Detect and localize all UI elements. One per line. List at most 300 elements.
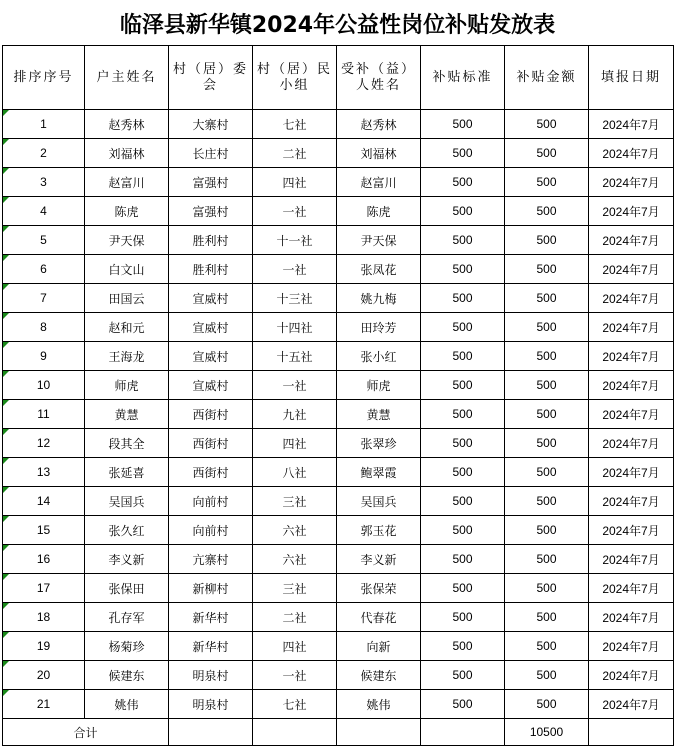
cell-serial[interactable]	[3, 487, 85, 516]
cell-group[interactable]	[253, 342, 337, 371]
cell-standard[interactable]	[421, 226, 505, 255]
text-number-indicator-icon	[3, 690, 9, 696]
cell-recipient-value: 赵富川	[360, 175, 397, 190]
total-label[interactable]: 合计	[3, 719, 169, 746]
cell-amount-value: 500	[536, 175, 557, 189]
cell-householder[interactable]	[85, 284, 169, 313]
text-number-indicator-icon	[3, 139, 9, 145]
cell-recipient[interactable]	[337, 284, 421, 313]
cell-householder[interactable]	[85, 632, 169, 661]
cell-standard[interactable]	[421, 284, 505, 313]
cell-serial[interactable]	[3, 197, 85, 226]
cell-serial-value: 21	[36, 697, 51, 711]
cell-date-value: 2024年7月	[602, 436, 660, 451]
cell-standard-value: 500	[452, 349, 473, 363]
cell-householder-value: 孔存军	[108, 610, 145, 625]
cell-date[interactable]	[589, 400, 674, 429]
text-number-indicator-icon	[3, 284, 9, 290]
total-empty-cell[interactable]	[421, 719, 505, 746]
cell-group-value: 一社	[282, 262, 307, 277]
cell-date[interactable]	[589, 139, 674, 168]
cell-standard-value: 500	[452, 523, 473, 537]
cell-serial[interactable]	[3, 516, 85, 545]
text-number-indicator-icon	[3, 603, 9, 609]
cell-date[interactable]	[589, 313, 674, 342]
cell-recipient-value: 陈虎	[366, 204, 391, 219]
cell-amount-value: 500	[536, 668, 557, 682]
cell-recipient[interactable]	[337, 545, 421, 574]
cell-householder[interactable]	[85, 661, 169, 690]
cell-householder-value: 张久红	[108, 523, 145, 538]
cell-serial[interactable]	[3, 226, 85, 255]
cell-group[interactable]	[253, 284, 337, 313]
cell-amount[interactable]	[505, 661, 589, 690]
cell-date[interactable]	[589, 545, 674, 574]
cell-group-value: 四社	[282, 175, 307, 190]
cell-householder-value: 赵富川	[108, 175, 145, 190]
cell-date[interactable]	[589, 168, 674, 197]
cell-group-value: 三社	[282, 581, 307, 596]
cell-amount-value: 500	[536, 117, 557, 131]
cell-standard[interactable]	[421, 632, 505, 661]
header-village[interactable]: 村（居）委会	[169, 46, 253, 110]
cell-date[interactable]	[589, 690, 674, 719]
cell-householder[interactable]	[85, 516, 169, 545]
cell-amount[interactable]	[505, 487, 589, 516]
cell-recipient[interactable]	[337, 603, 421, 632]
cell-amount-value: 500	[536, 204, 557, 218]
cell-group[interactable]	[253, 429, 337, 458]
cell-group[interactable]	[253, 545, 337, 574]
cell-group[interactable]	[253, 603, 337, 632]
cell-serial-value: 4	[40, 204, 47, 218]
cell-serial[interactable]	[3, 371, 85, 400]
table-row	[3, 284, 674, 313]
cell-standard[interactable]	[421, 342, 505, 371]
cell-village-value: 西街村	[192, 407, 229, 422]
header-serial[interactable]: 排序序号	[3, 46, 85, 110]
cell-serial[interactable]	[3, 632, 85, 661]
cell-amount[interactable]	[505, 284, 589, 313]
cell-village[interactable]	[169, 603, 253, 632]
cell-recipient[interactable]	[337, 197, 421, 226]
cell-standard-value: 500	[452, 233, 473, 247]
cell-householder[interactable]	[85, 603, 169, 632]
cell-village[interactable]	[169, 574, 253, 603]
table-row	[3, 110, 674, 139]
cell-standard[interactable]	[421, 371, 505, 400]
cell-standard-value: 500	[452, 291, 473, 305]
total-amount[interactable]: 10500	[505, 719, 589, 746]
cell-amount-value: 500	[536, 465, 557, 479]
cell-date[interactable]	[589, 197, 674, 226]
cell-group[interactable]	[253, 574, 337, 603]
cell-recipient-value: 吴国兵	[360, 494, 397, 509]
cell-amount[interactable]	[505, 603, 589, 632]
cell-standard[interactable]	[421, 400, 505, 429]
cell-serial-value: 2	[40, 146, 47, 160]
cell-group[interactable]	[253, 139, 337, 168]
cell-recipient[interactable]	[337, 139, 421, 168]
cell-householder-value: 姚伟	[114, 697, 139, 712]
cell-recipient[interactable]	[337, 110, 421, 139]
cell-group[interactable]	[253, 255, 337, 284]
cell-householder-value: 尹天保	[108, 233, 145, 248]
cell-recipient[interactable]	[337, 429, 421, 458]
cell-village[interactable]	[169, 255, 253, 284]
text-number-indicator-icon	[3, 110, 9, 116]
cell-village[interactable]	[169, 429, 253, 458]
cell-group[interactable]	[253, 632, 337, 661]
cell-village-value: 西街村	[192, 465, 229, 480]
cell-group[interactable]	[253, 197, 337, 226]
cell-recipient[interactable]	[337, 487, 421, 516]
cell-recipient-value: 赵秀林	[360, 117, 397, 132]
cell-group[interactable]	[253, 168, 337, 197]
cell-village-value: 宣威村	[192, 349, 229, 364]
cell-householder[interactable]	[85, 574, 169, 603]
cell-amount[interactable]	[505, 110, 589, 139]
cell-serial[interactable]	[3, 574, 85, 603]
cell-group-value: 八社	[282, 465, 307, 480]
cell-standard-value: 500	[452, 697, 473, 711]
cell-householder-value: 白文山	[108, 262, 145, 277]
cell-serial[interactable]	[3, 429, 85, 458]
cell-amount[interactable]	[505, 516, 589, 545]
cell-serial-value: 9	[40, 349, 47, 363]
cell-householder[interactable]	[85, 168, 169, 197]
cell-village-value: 明泉村	[192, 668, 229, 683]
cell-date-value: 2024年7月	[602, 117, 660, 132]
cell-amount[interactable]	[505, 632, 589, 661]
cell-date[interactable]	[589, 487, 674, 516]
cell-group-value: 十五社	[276, 349, 313, 364]
cell-village[interactable]	[169, 110, 253, 139]
cell-date-value: 2024年7月	[602, 349, 660, 364]
cell-village-value: 富强村	[192, 175, 229, 190]
header-date[interactable]: 填报日期	[589, 46, 674, 110]
cell-date[interactable]	[589, 661, 674, 690]
cell-recipient-value: 田玲芳	[360, 320, 397, 335]
cell-date[interactable]	[589, 284, 674, 313]
cell-serial[interactable]	[3, 168, 85, 197]
cell-amount-value: 500	[536, 349, 557, 363]
cell-standard[interactable]	[421, 110, 505, 139]
cell-serial[interactable]	[3, 110, 85, 139]
cell-serial-value: 14	[36, 494, 51, 508]
cell-recipient[interactable]	[337, 690, 421, 719]
header-recipient[interactable]: 受补（益）人姓名	[337, 46, 421, 110]
cell-serial[interactable]	[3, 458, 85, 487]
cell-householder[interactable]	[85, 197, 169, 226]
cell-village[interactable]	[169, 313, 253, 342]
header-group[interactable]: 村（居）民小组	[253, 46, 337, 110]
cell-householder[interactable]	[85, 545, 169, 574]
cell-village-value: 胜利村	[192, 233, 229, 248]
cell-householder-value: 吴国兵	[108, 494, 145, 509]
table-row	[3, 429, 674, 458]
cell-serial-value: 3	[40, 175, 47, 189]
cell-amount[interactable]	[505, 139, 589, 168]
cell-group-value: 一社	[282, 204, 307, 219]
cell-village-value: 向前村	[192, 494, 229, 509]
cell-amount[interactable]	[505, 197, 589, 226]
header-householder[interactable]: 户主姓名	[85, 46, 169, 110]
cell-amount[interactable]	[505, 226, 589, 255]
cell-date-value: 2024年7月	[602, 407, 660, 422]
cell-serial[interactable]	[3, 661, 85, 690]
cell-householder-value: 陈虎	[114, 204, 139, 219]
cell-standard-value: 500	[452, 262, 473, 276]
cell-householder[interactable]	[85, 255, 169, 284]
cell-village[interactable]	[169, 545, 253, 574]
text-number-indicator-icon	[3, 313, 9, 319]
cell-recipient[interactable]	[337, 516, 421, 545]
cell-amount-value: 500	[536, 494, 557, 508]
cell-group[interactable]	[253, 400, 337, 429]
cell-group[interactable]	[253, 226, 337, 255]
cell-amount-value: 500	[536, 697, 557, 711]
cell-standard-value: 500	[452, 581, 473, 595]
total-empty-cell[interactable]	[337, 719, 421, 746]
cell-group-value: 二社	[282, 146, 307, 161]
cell-standard-value: 500	[452, 204, 473, 218]
cell-date-value: 2024年7月	[602, 639, 660, 654]
cell-group-value: 四社	[282, 436, 307, 451]
cell-village-value: 新柳村	[192, 581, 229, 596]
cell-standard-value: 500	[452, 407, 473, 421]
cell-recipient-value: 黄慧	[366, 407, 391, 422]
cell-date-value: 2024年7月	[602, 581, 660, 596]
cell-householder[interactable]	[85, 458, 169, 487]
cell-date-value: 2024年7月	[602, 378, 660, 393]
cell-householder[interactable]	[85, 487, 169, 516]
cell-amount[interactable]	[505, 690, 589, 719]
cell-village[interactable]	[169, 632, 253, 661]
cell-amount-value: 500	[536, 320, 557, 334]
cell-date-value: 2024年7月	[602, 262, 660, 277]
cell-standard[interactable]	[421, 487, 505, 516]
table-row	[3, 632, 674, 661]
cell-recipient[interactable]	[337, 661, 421, 690]
table-row	[3, 487, 674, 516]
cell-serial-value: 1	[40, 117, 47, 131]
cell-date[interactable]	[589, 226, 674, 255]
cell-group[interactable]	[253, 371, 337, 400]
header-row	[3, 46, 674, 110]
cell-standard-value: 500	[452, 465, 473, 479]
cell-amount[interactable]	[505, 458, 589, 487]
table-row	[3, 690, 674, 719]
cell-serial[interactable]	[3, 313, 85, 342]
table-row	[3, 603, 674, 632]
cell-serial[interactable]	[3, 139, 85, 168]
cell-recipient-value: 张凤花	[360, 262, 397, 277]
cell-amount[interactable]	[505, 168, 589, 197]
cell-group-value: 十四社	[276, 320, 313, 335]
cell-village[interactable]	[169, 197, 253, 226]
cell-recipient[interactable]	[337, 313, 421, 342]
text-number-indicator-icon	[3, 342, 9, 348]
cell-group[interactable]	[253, 458, 337, 487]
cell-group-value: 六社	[282, 552, 307, 567]
cell-standard[interactable]	[421, 313, 505, 342]
cell-village[interactable]	[169, 168, 253, 197]
cell-village[interactable]	[169, 690, 253, 719]
cell-standard[interactable]	[421, 545, 505, 574]
cell-standard[interactable]	[421, 197, 505, 226]
cell-date[interactable]	[589, 458, 674, 487]
cell-recipient[interactable]	[337, 255, 421, 284]
cell-amount[interactable]	[505, 371, 589, 400]
cell-standard[interactable]	[421, 255, 505, 284]
cell-standard-value: 500	[452, 436, 473, 450]
cell-group[interactable]	[253, 516, 337, 545]
cell-date[interactable]	[589, 516, 674, 545]
cell-recipient[interactable]	[337, 342, 421, 371]
subsidy-table	[2, 45, 674, 746]
cell-village[interactable]	[169, 661, 253, 690]
cell-group[interactable]	[253, 313, 337, 342]
cell-amount[interactable]	[505, 574, 589, 603]
cell-serial[interactable]	[3, 342, 85, 371]
cell-village[interactable]	[169, 284, 253, 313]
cell-householder[interactable]	[85, 342, 169, 371]
table-row	[3, 197, 674, 226]
cell-serial-value: 12	[36, 436, 51, 450]
table-row	[3, 400, 674, 429]
cell-recipient-value: 师虎	[366, 378, 391, 393]
cell-village-value: 新华村	[192, 639, 229, 654]
cell-amount-value: 500	[536, 610, 557, 624]
cell-serial[interactable]	[3, 690, 85, 719]
cell-village[interactable]	[169, 458, 253, 487]
text-number-indicator-icon	[3, 458, 9, 464]
cell-householder[interactable]	[85, 400, 169, 429]
cell-recipient-value: 代春花	[360, 610, 397, 625]
total-empty-cell[interactable]	[589, 719, 674, 746]
cell-village[interactable]	[169, 342, 253, 371]
cell-householder[interactable]	[85, 690, 169, 719]
cell-amount[interactable]	[505, 255, 589, 284]
cell-date[interactable]	[589, 429, 674, 458]
cell-date[interactable]	[589, 371, 674, 400]
cell-serial-value: 20	[36, 668, 51, 682]
cell-standard-value: 500	[452, 146, 473, 160]
cell-standard[interactable]	[421, 574, 505, 603]
cell-serial-value: 5	[40, 233, 47, 247]
cell-householder-value: 李义新	[108, 552, 145, 567]
cell-village[interactable]	[169, 400, 253, 429]
cell-group[interactable]	[253, 487, 337, 516]
cell-standard[interactable]	[421, 429, 505, 458]
cell-date[interactable]	[589, 110, 674, 139]
cell-recipient-value: 张保荣	[360, 581, 397, 596]
cell-serial-value: 7	[40, 291, 47, 305]
cell-date[interactable]	[589, 632, 674, 661]
cell-serial-value: 18	[36, 610, 51, 624]
cell-date[interactable]	[589, 342, 674, 371]
cell-recipient[interactable]	[337, 574, 421, 603]
header-standard[interactable]: 补贴标准	[421, 46, 505, 110]
cell-recipient[interactable]	[337, 226, 421, 255]
cell-recipient-value: 候建东	[360, 668, 397, 683]
cell-standard[interactable]	[421, 516, 505, 545]
cell-serial[interactable]	[3, 284, 85, 313]
cell-recipient[interactable]	[337, 458, 421, 487]
cell-date[interactable]	[589, 603, 674, 632]
cell-householder[interactable]	[85, 429, 169, 458]
cell-date-value: 2024年7月	[602, 233, 660, 248]
cell-standard[interactable]	[421, 168, 505, 197]
cell-date[interactable]	[589, 255, 674, 284]
cell-serial[interactable]	[3, 255, 85, 284]
cell-village-value: 宣威村	[192, 320, 229, 335]
cell-recipient-value: 鲍翠霞	[360, 465, 397, 480]
total-empty-cell[interactable]	[169, 719, 253, 746]
cell-standard[interactable]	[421, 690, 505, 719]
header-amount[interactable]: 补贴金额	[505, 46, 589, 110]
cell-householder[interactable]	[85, 313, 169, 342]
table-body	[3, 110, 674, 719]
cell-group[interactable]	[253, 110, 337, 139]
cell-householder[interactable]	[85, 371, 169, 400]
cell-householder-value: 田国云	[108, 291, 145, 306]
cell-serial[interactable]	[3, 400, 85, 429]
cell-village[interactable]	[169, 226, 253, 255]
cell-serial[interactable]	[3, 545, 85, 574]
cell-group-value: 九社	[282, 407, 307, 422]
text-number-indicator-icon	[3, 197, 9, 203]
cell-standard[interactable]	[421, 458, 505, 487]
cell-householder[interactable]	[85, 139, 169, 168]
cell-standard[interactable]	[421, 661, 505, 690]
cell-amount[interactable]	[505, 429, 589, 458]
total-empty-cell[interactable]	[253, 719, 337, 746]
table-row	[3, 226, 674, 255]
cell-village-value: 亢寨村	[192, 552, 229, 567]
cell-standard[interactable]	[421, 139, 505, 168]
cell-amount[interactable]	[505, 313, 589, 342]
cell-village[interactable]	[169, 487, 253, 516]
cell-amount-value: 500	[536, 378, 557, 392]
cell-village[interactable]	[169, 139, 253, 168]
cell-serial-value: 10	[36, 378, 51, 392]
cell-recipient[interactable]	[337, 168, 421, 197]
cell-householder-value: 张保田	[108, 581, 145, 596]
cell-recipient[interactable]	[337, 632, 421, 661]
cell-recipient[interactable]	[337, 371, 421, 400]
cell-householder[interactable]	[85, 226, 169, 255]
cell-amount-value: 500	[536, 552, 557, 566]
cell-standard-value: 500	[452, 494, 473, 508]
cell-date[interactable]	[589, 574, 674, 603]
text-number-indicator-icon	[3, 400, 9, 406]
page-title: 临泽县新华镇2024年公益性岗位补贴发放表	[119, 12, 556, 38]
cell-village[interactable]	[169, 516, 253, 545]
cell-standard[interactable]	[421, 603, 505, 632]
cell-village[interactable]	[169, 371, 253, 400]
cell-amount[interactable]	[505, 342, 589, 371]
cell-householder[interactable]	[85, 110, 169, 139]
cell-amount[interactable]	[505, 400, 589, 429]
cell-date-value: 2024年7月	[602, 494, 660, 509]
cell-recipient[interactable]	[337, 400, 421, 429]
cell-serial[interactable]	[3, 603, 85, 632]
cell-group[interactable]	[253, 661, 337, 690]
cell-group[interactable]	[253, 690, 337, 719]
cell-amount[interactable]	[505, 545, 589, 574]
